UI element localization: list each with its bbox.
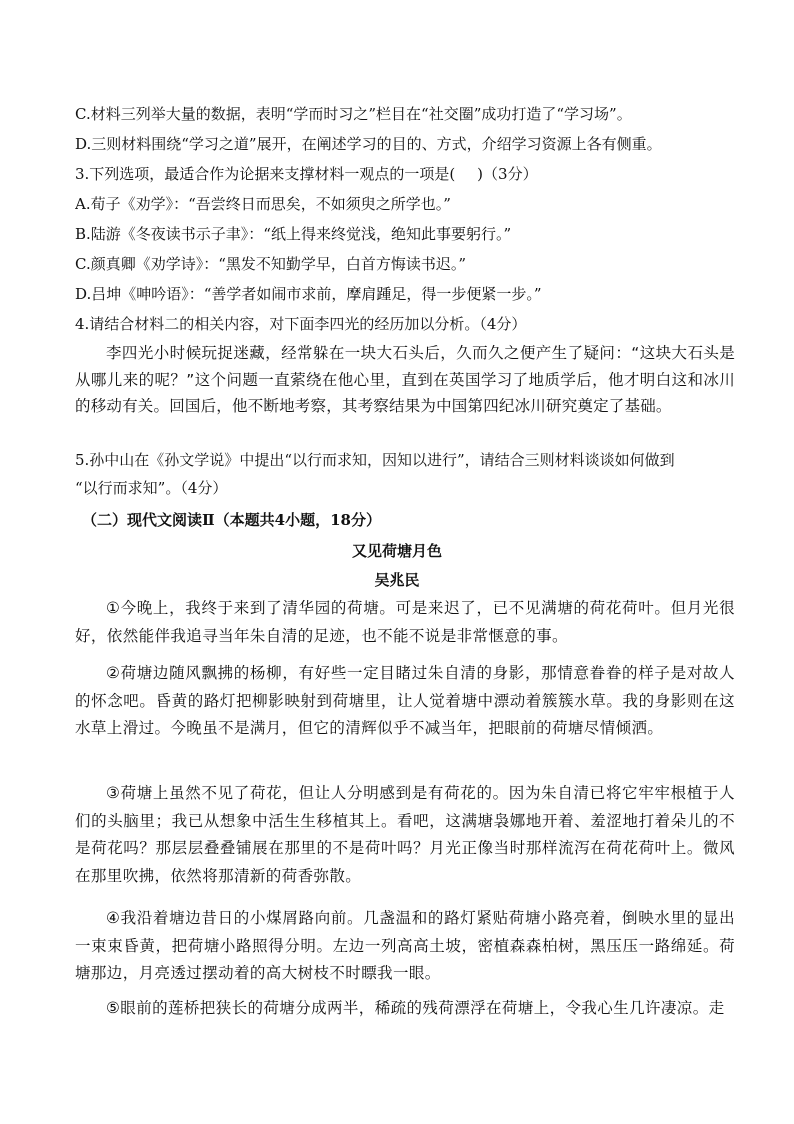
- essay-title: 又见荷塘月色: [351, 542, 442, 560]
- essay-author: 吴兆民: [374, 571, 420, 589]
- question-3-option-a: A.荀子《劝学》：“吾尝终日而思矣，不如须臾之所学也。”: [75, 195, 451, 213]
- question-5-line-2: “以行而求知”。（4分）: [75, 479, 228, 497]
- essay-paragraph-3: ③荷塘上虽然不见了荷花，但让人分明感到是有荷花的。因为朱自清已将它牢牢根植于人们的头脑里；我已从想象中活生生移植其上。看吧，这满塘袅娜地开着、羞涩地打着朵儿的不是荷花吗？那层层叠叠铺展在那里的不是荷叶吗？月光正像当时那样流泻在荷花荷叶上。微风在那里吹拂，依然将那清新的荷香弥散。: [75, 784, 735, 885]
- question-3-option-c: C.颜真卿《劝学诗》：“黑发不知勤学早，白首方悔读书迟。”: [75, 255, 467, 273]
- question-2-option-c: C.材料三列举大量的数据，表明“学而时习之”栏目在“社交圈”成功打造了“学习场”。: [75, 105, 632, 123]
- essay-paragraph-2: ②荷塘边随风飘拂的杨柳，有好些一定目睹过朱自清的身影，那情意眷眷的样子是对故人的怀念吧。昏黄的路灯把柳影映射到荷塘里，让人觉着塘中漂动着簇簇水草。我的身影则在这水草上滑过。今晚虽不是满月，但它的清辉似乎不减当年，把眼前的荷塘尽情倾洒。: [75, 664, 735, 737]
- question-2-option-d: D.三则材料围绕“学习之道”展开，在阐述学习的目的、方式，介绍学习资源上各有侧重。: [75, 135, 662, 153]
- question-5-line-1: 5.孙中山在《孙文学说》中提出“以行而求知，因知以进行”，请结合三则材料谈谈如何做到: [75, 451, 675, 469]
- question-3-stem: [75, 164, 735, 184]
- question-3-option-d: D.吕坤《呻吟语》：“善学者如闹市求前，摩肩踵足，得一步便紧一步。”: [75, 285, 542, 303]
- question-3-prefix: 3.下列选项，最适合作为论据来支撑材料一观点的一项是(: [75, 165, 456, 183]
- question-4-passage: 李四光小时候玩捉迷藏，经常躲在一块大石头后，久而久之便产生了疑问：“这块大石头是从哪儿来的呢？”这个问题一直萦绕在他心里，直到在英国学习了地质学后，他才明白这和冰川的移动有关。回国后，他不断地考察，其考察结果为中国第四纪冰川研究奠定了基础。: [75, 344, 735, 415]
- essay-paragraph-1: ①今晚上，我终于来到了清华园的荷塘。可是来迟了，已不见满塘的荷花荷叶。但月光很好，依然能伴我追寻当年朱自清的足迹，也不能不说是非常惬意的事。: [75, 599, 735, 645]
- question-4-stem: 4.请结合材料二的相关内容，对下面李四光的经历加以分析。（4分）: [75, 315, 527, 333]
- question-3-option-b: B.陆游《冬夜读书示子聿》：“纸上得来终觉浅，绝知此事要躬行。”: [75, 225, 512, 243]
- section-heading: （二）现代文阅读Ⅱ（本题共4小题，18分）: [82, 511, 381, 529]
- essay-paragraph-5: ⑤眼前的莲桥把狭长的荷塘分成两半，稀疏的残荷漂浮在荷塘上，令我心生几许凄凉。走: [106, 999, 725, 1017]
- essay-paragraph-4: ④我沿着塘边昔日的小煤屑路向前。几盏温和的路灯紧贴荷塘小路亮着，倒映水里的显出一束束昏黄，把荷塘小路照得分明。左边一列高高土坡，密植森森柏树，黑压压一路绵延。荷塘那边，月亮透过摆动着的高大树枝不时瞟我一眼。: [75, 909, 735, 982]
- question-3-suffix: )（3分）: [477, 165, 538, 183]
